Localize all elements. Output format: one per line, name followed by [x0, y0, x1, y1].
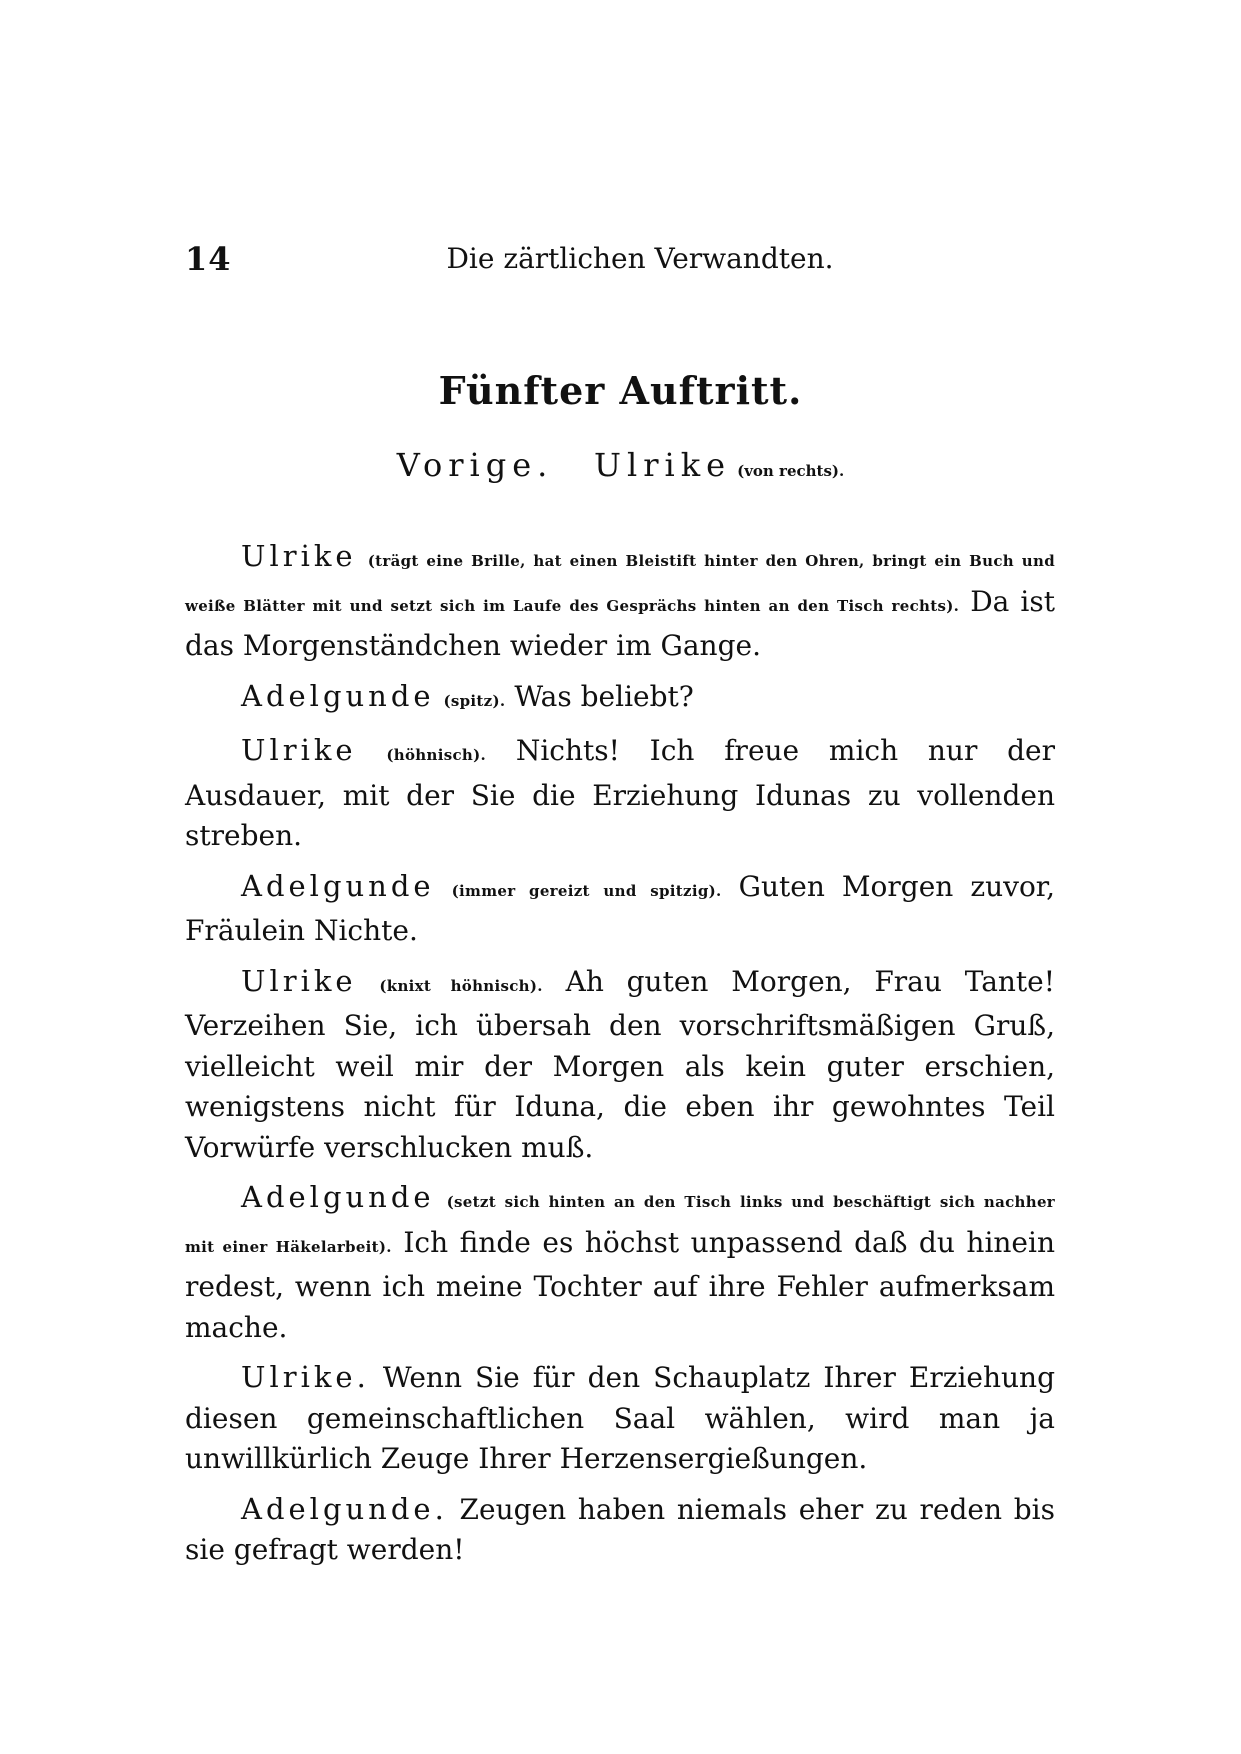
running-title: Die zärtlichen Verwandten. [446, 242, 834, 275]
speech-text: Da ist das Morgenständchen wieder im Gange. [185, 584, 1055, 662]
speaker-name: Ulrike [241, 539, 357, 573]
running-head [185, 240, 1055, 284]
speech [185, 961, 1055, 1169]
speech-text: Zeugen haben niemals eher zu reden bis sie gefragt werden! [185, 1492, 1055, 1566]
page-number: 14 [185, 240, 232, 278]
speech-text: Ich finde es höchst unpassend daß du hinein redest, wenn ich meine Tochter auf ihre Fehler aufmerksam mache. [185, 1225, 1055, 1344]
stage-direction: (höhnisch). [386, 746, 487, 764]
speech-text: Wenn Sie für den Schauplatz Ihrer Erziehung diesen gemeinschaftlichen Saal wählen, wird man ja unwillkürlich Zeuge Ihrer Herzensergießungen. [185, 1361, 1055, 1475]
stage-direction: (spitz). [443, 691, 506, 710]
stage-direction: (trägt eine Brille, hat einen Bleistift hinter den Ohren, bringt ein Buch und weiße Blätter mit und setzt sich im Laufe des Gesprächs hinten an den Tisch rechts). [185, 552, 1055, 615]
speech [185, 1177, 1055, 1348]
cast-direction: (von rechts). [737, 462, 845, 480]
scene-heading: Fünfter Auftritt. [438, 368, 803, 413]
speaker-name: Adelgunde. [241, 1491, 448, 1526]
speaker-name: Ulrike [241, 963, 357, 998]
cast-line [0, 446, 1241, 484]
speech-text: Ah guten Morgen, Frau Tante! Verzeihen Sie, ich übersah den vorschriftsmäßigen Gruß, vielleicht weil mir der Morgen als kein guter erschien, wenigstens nicht für Iduna, die eben ihr gewohntes Teil Vorwürfe verschlucken muß. [185, 964, 1055, 1164]
speech-text: Guten Morgen zuvor, Fräulein Nichte. [185, 869, 1056, 947]
cast-entering: Ulrike [594, 446, 732, 484]
speech [185, 866, 1055, 952]
speech [185, 1489, 1055, 1571]
speech [185, 730, 1055, 857]
speaker-name: Ulrike [241, 733, 357, 767]
stage-direction: (immer gereizt und spitzig). [451, 881, 722, 900]
speaker-name: Adelgunde [241, 1180, 435, 1214]
speaker-name: Ulrike. [241, 1360, 370, 1394]
dialogue [185, 536, 1055, 1580]
speech [185, 536, 1055, 667]
speech-text: Nichts! Ich freue mich nur der Ausdauer, mit der Sie die Erziehung Idunas zu vollenden streben. [185, 734, 1056, 852]
speech [185, 676, 1055, 722]
speaker-name: Adelgunde [241, 868, 435, 903]
speaker-name: Adelgunde [241, 678, 435, 713]
speech-text: Was beliebt? [514, 679, 694, 713]
cast-previous: Vorige. [396, 446, 554, 484]
stage-direction: (knixt höhnisch). [379, 976, 543, 995]
speech [185, 1357, 1055, 1480]
stage-direction: (setzt sich hinten an den Tisch links und beschäftigt sich nachher mit einer Häkelarbeit). [185, 1193, 1056, 1256]
